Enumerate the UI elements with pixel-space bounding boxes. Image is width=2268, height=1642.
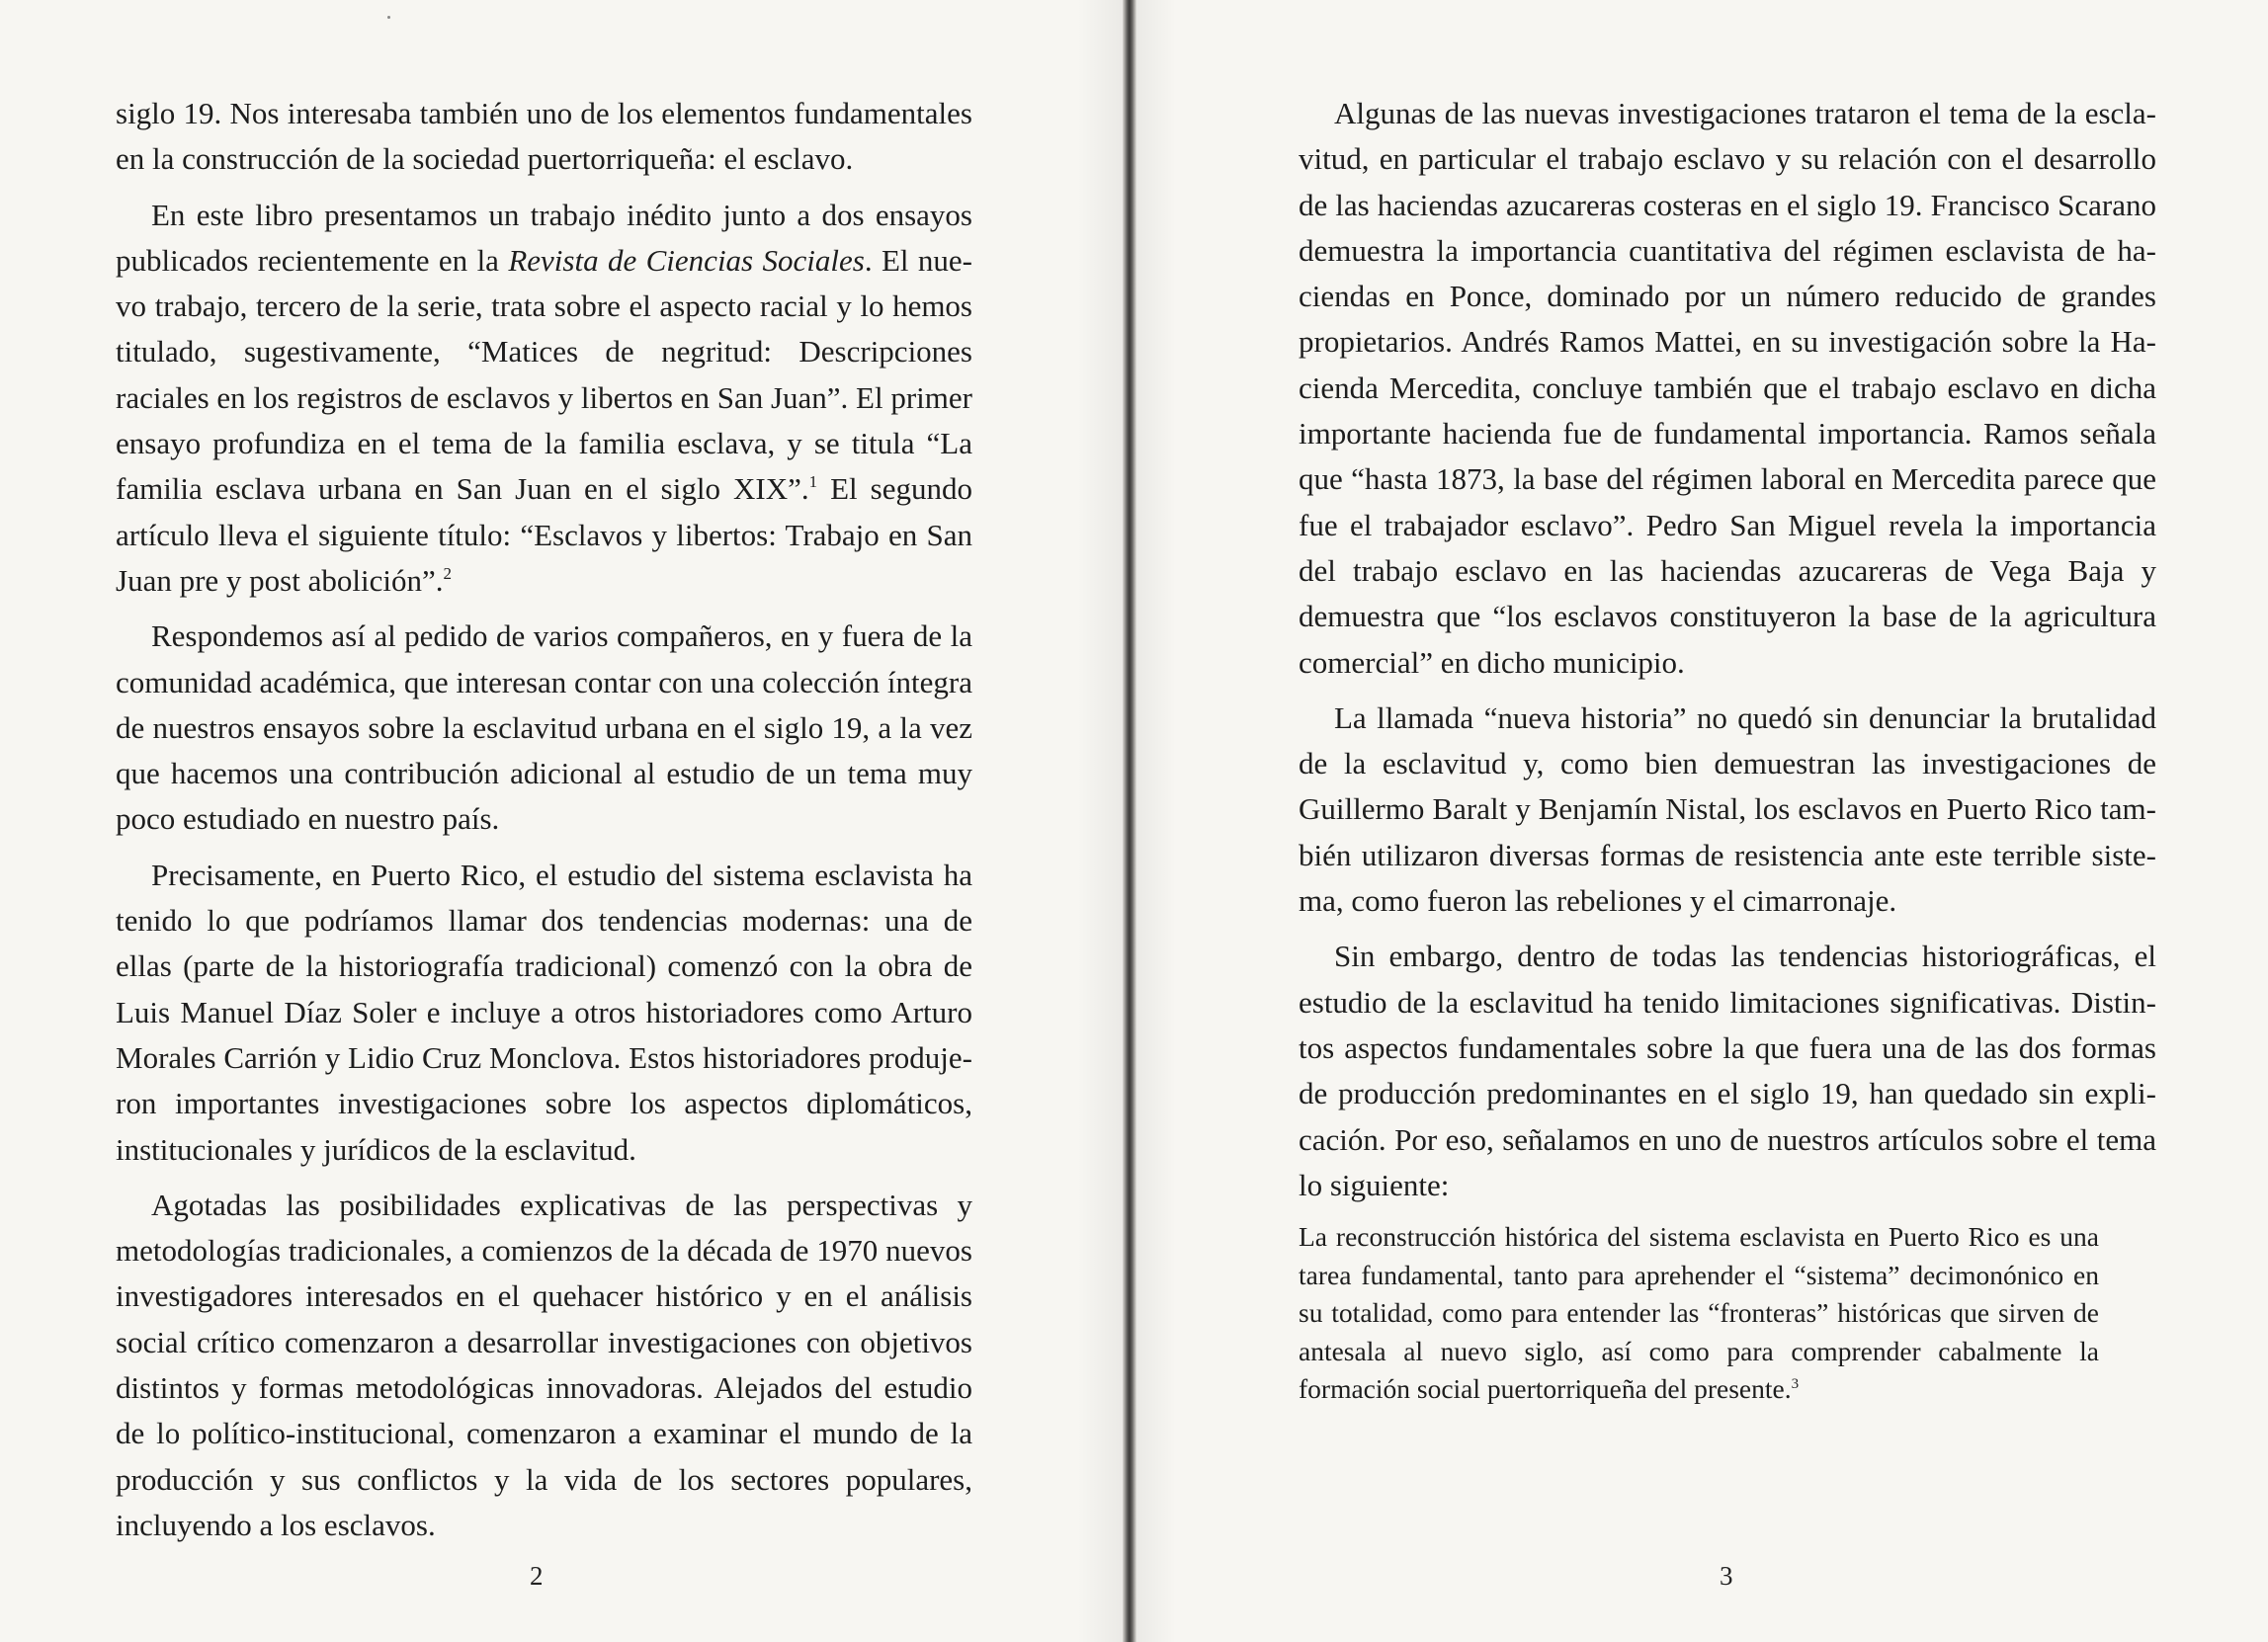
page-number-right: 3 <box>1720 1561 1733 1591</box>
left-page-body <box>116 91 972 1558</box>
footnote-marker: 2 <box>443 563 452 583</box>
page-number-left: 2 <box>530 1561 544 1591</box>
journal-title: Revista de Ciencias Sociales <box>508 242 865 278</box>
paragraph: Precisamente, en Puerto Rico, el estudio del sistema esclavista ha tenido lo que podríamos llamar dos tendencias modernas: una de ellas (parte de la historiografía tradicional) comenzó con la obra de Luis Manuel Díaz Soler e incluye a otros historiadores como Arturo Morales Carrión y Lidio Cruz Monclova. Estos historiadores produjeron importantes investigaciones sobre los aspectos diplomáticos, institucionales y jurídicos de la esclavitud. <box>116 857 972 1167</box>
footnote-marker: 3 <box>1791 1376 1800 1393</box>
gutter-shadow-left <box>1077 0 1123 1642</box>
paragraph: Sin embargo, dentro de todas las tendencias historiográficas, el estudio de la esclavitud ha tenido limitaciones significativas. Distintos aspectos fundamentales sobre la que fuera una de las dos formas de producción predominantes en el siglo 19, han quedado sin explicación. Por eso, señalamos en uno de nuestros artículos sobre el tema lo siguiente: <box>1299 939 2156 1202</box>
paragraph: En este libro presentamos un trabajo inédito junto a dos ensayos publicados recientemente en la Revista de Ciencias Sociales. El nuevo trabajo, tercero de la serie, trata sobre el aspecto racial y lo hemos titulado, sugestivamente, “Matices de negritud: Descripciones raciales en los registros de esclavos y libertos en San Juan”. El primer ensayo profundiza en el tema de la familia esclava, y se titula “La familia esclava urbana en San Juan en el siglo XIX”.$^1$ El segundo artículo lleva el siguiente título: “Esclavos y libertos: Trabajo en San Juan pre y post abolición”.$^2$ <box>116 197 972 598</box>
paragraph: La llamada “nueva historia” no quedó sin denunciar la brutalidad de la esclavitud y, como bien demuestran las investigaciones de Guillermo Baralt y Benjamín Nistal, los esclavos en Puerto Rico también utilizaron diversas formas de resistencia ante este terrible sistema, como fueron las rebeliones y el cimarronaje. <box>1299 699 2156 919</box>
gutter-shadow-right <box>1136 0 1176 1642</box>
book-gutter <box>1123 0 1136 1642</box>
paragraph: Agotadas las posibilidades explicativas de las perspectivas y metodologías tradicionales, a comienzos de la década de 1970 nuevos investigadores interesados en el quehacer histórico y en el análisis social crítico comenzaron a desarrollar investigaciones con objetivos distintos y formas metodológicas innovadoras. Alejados del estudio de lo político-institucional, comenzaron a examinar el mundo de la producción y sus conflictos y la vida de los sectores populares, incluyendo a los esclavos. <box>116 1187 972 1542</box>
footnote-marker: 1 <box>808 472 818 492</box>
block-quote: La reconstrucción histórica del sistema esclavista en Puerto Rico es una tarea fundamental, tanto para aprehender el “sistema” decimonónico en su totalidad, como para entender las “fronteras” históricas que sirven de antesala al nuevo siglo, así como para comprender cabalmente la formación social puertorriqueña del presente.$^3$ <box>1299 1221 2099 1405</box>
right-page-body <box>1299 91 2156 1419</box>
paragraph: Algunas de las nuevas investigaciones trataron el tema de la esclavitud, en particular el trabajo esclavo y su relación con el desarrollo de las haciendas azucareras costeras en el siglo 19. Francisco Scarano demuestra la importancia cuantitativa del régimen esclavista de haciendas en Ponce, dominado por un número reducido de grandes propietarios. Andrés Ramos Mattei, en su investigación sobre la Hacienda Mercedita, concluye también que el trabajo esclavo en dicha importante hacienda fue de fundamental importancia. Ramos señala que “hasta 1873, la base del régimen laboral en Mercedita parece que fue el trabajador esclavo”. Pedro San Miguel revela la importancia del trabajo esclavo en las haciendas azucareras de Vega Baja y demuestra que “los esclavos constituyeron la base de la agricultura comercial” en dicho municipio. <box>1299 96 2156 680</box>
paragraph: siglo 19. Nos interesaba también uno de los elementos fundamentales en la construcción de la sociedad puertorriqueña: el esclavo. <box>116 96 972 177</box>
paper-speck <box>387 16 390 19</box>
paragraph: Respondemos así al pedido de varios compañeros, en y fuera de la comunidad académica, que interesan contar con una colección íntegra de nuestros ensayos sobre la esclavitud urbana en el siglo 19, a la vez que hacemos una contribución adicional al estudio de un tema muy poco estudiado en nuestro país. <box>116 618 972 837</box>
